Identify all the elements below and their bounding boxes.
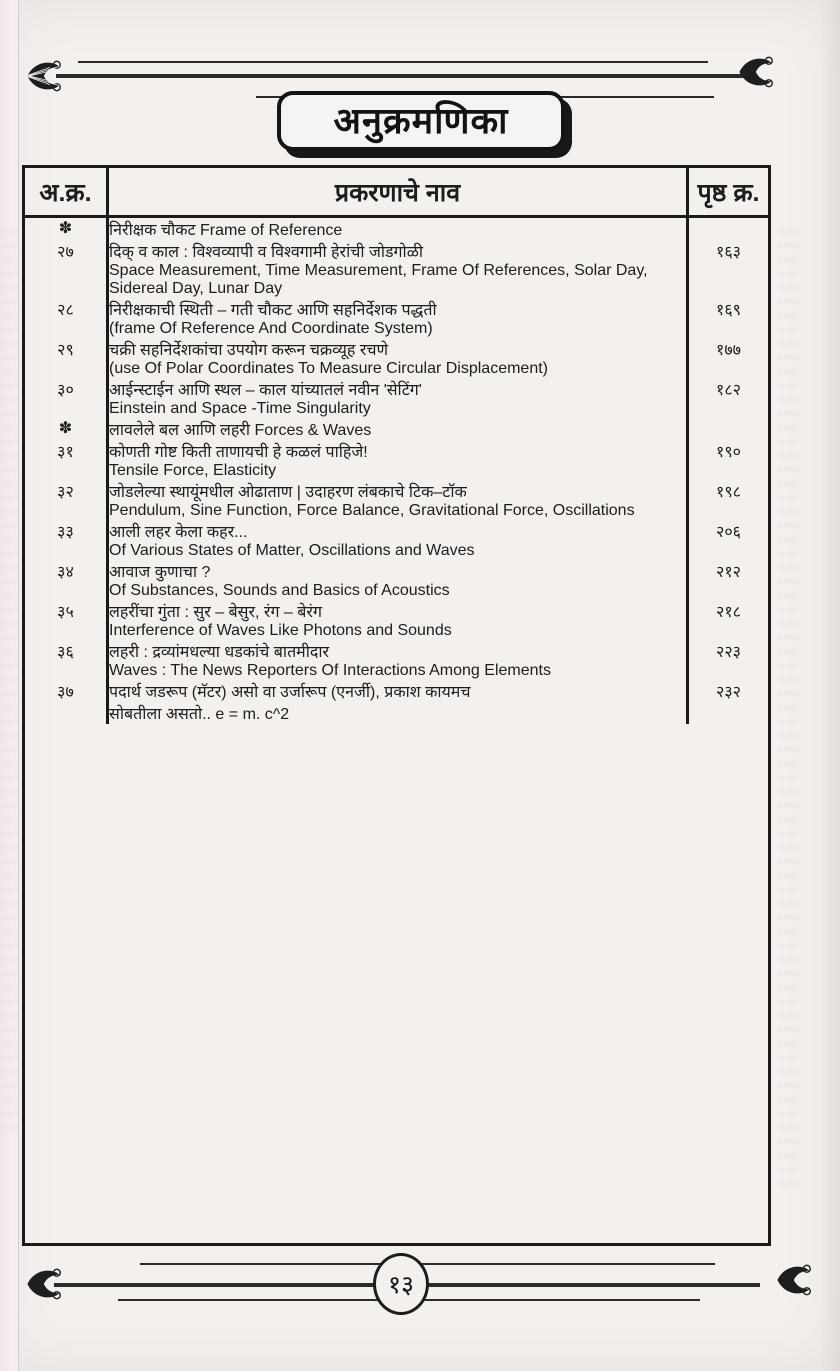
toc-row-page-no: २१२: [686, 560, 768, 582]
toc-row-title: आईन्स्टाईन आणि स्थल – काल यांच्यातलं नवीन 'सेटिंग': [109, 382, 422, 399]
toc-row-title: दिक् व काल : विश्वव्यापी व विश्वगामी हेरांची जोडगोळी: [109, 244, 423, 261]
toc-row-sr-no: २९: [25, 338, 109, 360]
toc-row-page-no: १९०: [686, 440, 768, 462]
toc-row-page-no: [686, 582, 768, 600]
toc-row-sr-no: [25, 702, 109, 724]
toc-row-sr-no: [25, 502, 109, 520]
toc-row-sr-no: २७: [25, 240, 109, 262]
toc-row-page-no: [686, 360, 768, 378]
toc-row-sr-no: [25, 582, 109, 600]
show-through-right: [778, 230, 798, 1190]
column-header-chapter-name: प्रकरणाचे नाव: [109, 168, 686, 218]
toc-row-subtitle: Interference of Waves Like Photons and Sounds: [109, 622, 452, 639]
toc-row-page-no: [686, 542, 768, 560]
footer-rule-thin-top: [140, 1263, 715, 1265]
toc-row-page-no: [686, 262, 768, 298]
toc-row-page-no: १७७: [686, 338, 768, 360]
toc-row-page-no: [686, 218, 768, 240]
toc-row-title: लहरी : द्रव्यांमधल्या धडकांचे बातमीदार: [109, 644, 330, 661]
toc-row-title: चक्री सहनिर्देशकांचा उपयोग करून चक्रव्यूह रचणे: [109, 342, 389, 359]
header-rule-thin-top: [78, 61, 708, 63]
toc-row-subtitle: Of Various States of Matter, Oscillations and Waves: [109, 542, 475, 559]
section-marker: ✽: [25, 218, 109, 240]
toc-row-subtitle: Einstein and Space -Time Singularity: [109, 400, 371, 417]
toc-row-subtitle: Tensile Force, Elasticity: [109, 462, 277, 479]
toc-row-page-no: १८२: [686, 378, 768, 400]
toc-row-title: सोबतीला असतो.. e = m. c^2: [109, 706, 290, 723]
toc-row-page-no: १६९: [686, 298, 768, 320]
toc-row-sr-no: [25, 262, 109, 298]
toc-row-sr-no: [25, 462, 109, 480]
toc-row-sr-no: [25, 662, 109, 680]
toc-row-subtitle: (use Of Polar Coordinates To Measure Circular Displacement): [109, 360, 548, 377]
toc-row-subtitle: Space Measurement, Time Measurement, Frame Of References, Solar Day, Sidereal Day, Lunar Day: [109, 262, 648, 297]
header-rule-thick: [56, 74, 746, 78]
toc-row-page-no: [686, 462, 768, 480]
toc-row-page-no: [686, 622, 768, 640]
toc-row-title: आवाज कुणाचा ?: [109, 564, 211, 581]
toc-row-sr-no: २८: [25, 298, 109, 320]
column-header-page-no: पृष्ठ क्र.: [686, 168, 768, 218]
toc-row-page-no: २२३: [686, 640, 768, 662]
toc-row-title: कोणती गोष्ट किती ताणायची हे कळलं पाहिजे!: [109, 444, 368, 461]
toc-row-sr-no: ३६: [25, 640, 109, 662]
toc-row-page-no: [686, 702, 768, 724]
page-edge-shadow: [814, 0, 840, 1371]
toc-row-title: लावलेले बल आणि लहरी Forces & Waves: [109, 422, 372, 439]
toc-row-page-no: [686, 320, 768, 338]
toc-row-page-no: [686, 662, 768, 680]
page-title: अनुक्रमणिका: [333, 99, 509, 141]
floral-ornament-icon: [774, 1260, 812, 1300]
toc-row-page-no: [686, 502, 768, 520]
page-gutter: [0, 0, 19, 1371]
toc-row-page-no: [686, 418, 768, 440]
toc-row-sr-no: ३१: [25, 440, 109, 462]
toc-row-sr-no: [25, 622, 109, 640]
toc-row-sr-no: [25, 320, 109, 338]
toc-title-box: [277, 91, 565, 151]
column-header-sr-no: अ.क्र.: [25, 168, 109, 218]
toc-row-sr-no: ३०: [25, 378, 109, 400]
toc-row-page-no: २३२: [686, 680, 768, 702]
toc-row-page-no: १९८: [686, 480, 768, 502]
toc-row-sr-no: [25, 400, 109, 418]
floral-ornament-icon: [24, 1264, 62, 1304]
toc-row-sr-no: ३४: [25, 560, 109, 582]
toc-row-sr-no: ३७: [25, 680, 109, 702]
toc-row-subtitle: Waves : The News Reporters Of Interactions Among Elements: [109, 662, 551, 679]
toc-row-page-no: २१८: [686, 600, 768, 622]
toc-row-sr-no: ३२: [25, 480, 109, 502]
toc-row-sr-no: [25, 360, 109, 378]
toc-row-title: पदार्थ जडरूप (मॅटर) असो वा उर्जारूप (एनर्जी), प्रकाश कायमच: [109, 684, 471, 701]
toc-row-page-no: [686, 400, 768, 418]
toc-row-subtitle: Of Substances, Sounds and Basics of Acoustics: [109, 582, 450, 599]
toc-row-title: निरीक्षक चौकट Frame of Reference: [109, 222, 343, 239]
toc-row-subtitle: (frame Of Reference And Coordinate System): [109, 320, 433, 337]
toc-row-title: जोडलेल्या स्थायूंमधील ओढाताण | उदाहरण लंबकाचे टिक–टॉक: [109, 484, 467, 501]
toc-row-title: आली लहर केला कहर...: [109, 524, 248, 541]
toc-row-page-no: १६३: [686, 240, 768, 262]
toc-row-sr-no: ३३: [25, 520, 109, 542]
toc-row-title: निरीक्षकाची स्थिती – गती चौकट आणि सहनिर्देशक पद्धती: [109, 302, 437, 319]
toc-row-title: लहरींचा गुंता : सुर – बेसुर, रंग – बेरंग: [109, 604, 322, 621]
toc-row-subtitle: Pendulum, Sine Function, Force Balance, Gravitational Force, Oscillations: [109, 502, 635, 519]
footer-page-number: १३: [373, 1253, 429, 1315]
toc-row-sr-no: ३५: [25, 600, 109, 622]
floral-ornament-icon: [736, 52, 774, 92]
floral-ornament-icon: [24, 56, 62, 96]
section-marker: ✽: [25, 418, 109, 440]
toc-table: [22, 165, 771, 1246]
toc-row-sr-no: [25, 542, 109, 560]
toc-row-page-no: २०६: [686, 520, 768, 542]
